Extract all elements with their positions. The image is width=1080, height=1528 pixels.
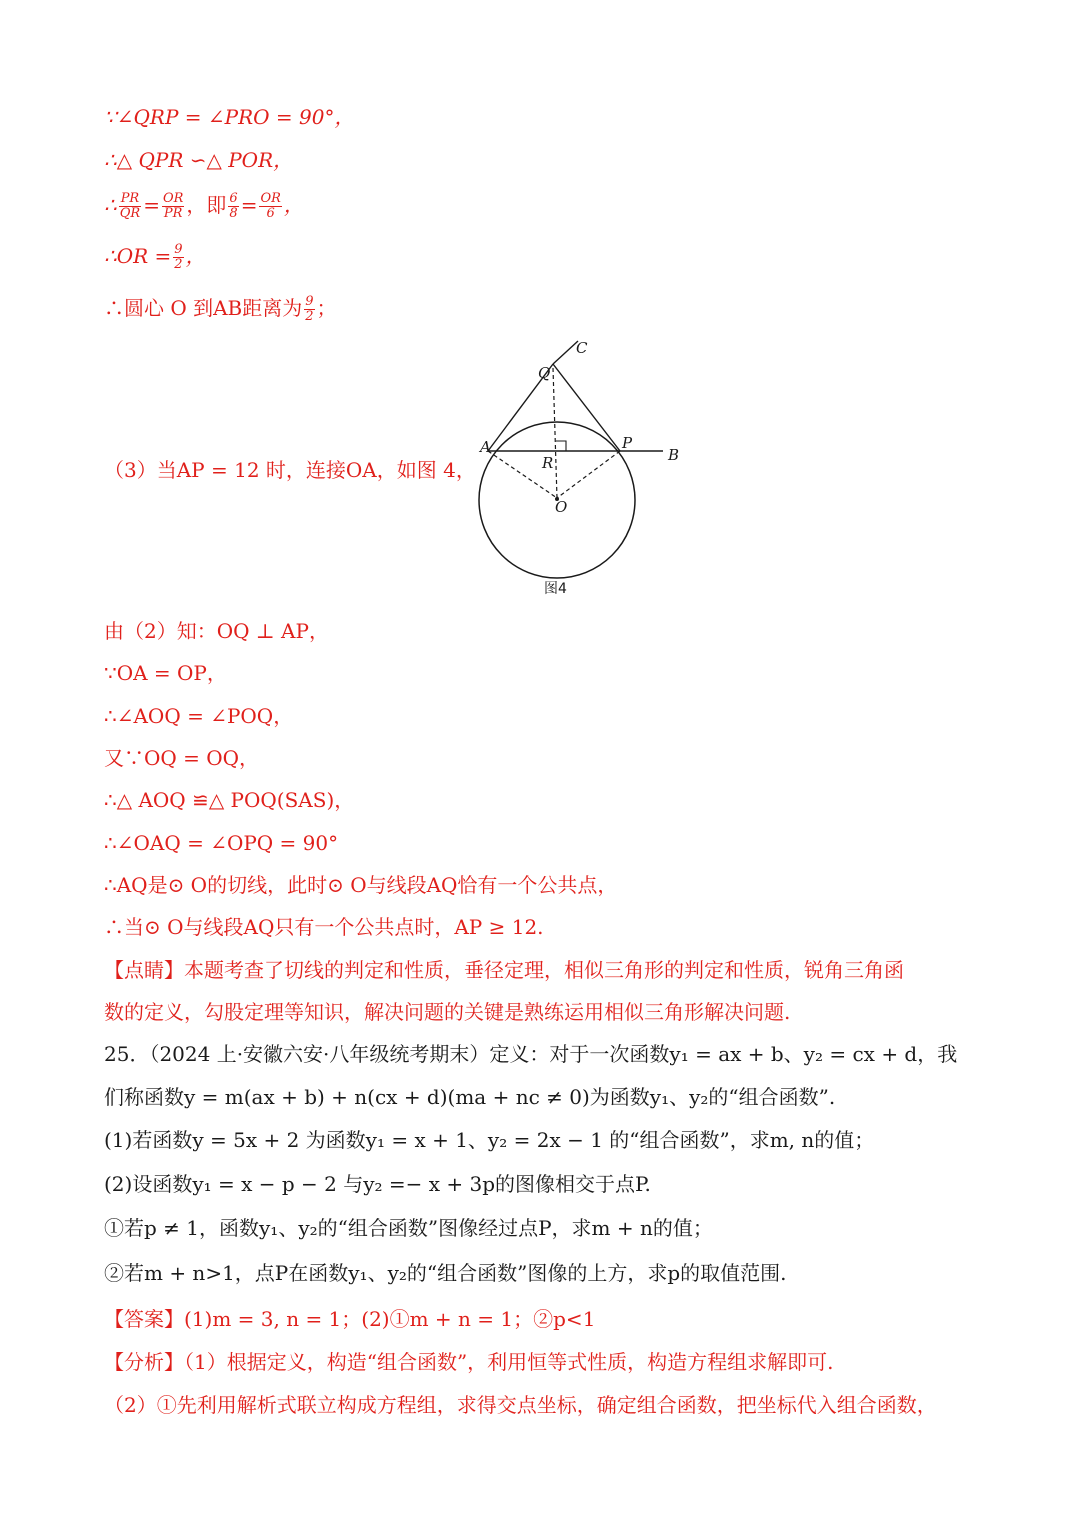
fraction-6-8 (228, 192, 238, 221)
line-remark-2: 数的定义，勾股定理等知识，解决问题的关键是熟练运用相似三角形解决问题. (104, 1000, 791, 1024)
fraction-or-pr (162, 192, 184, 221)
line-angle-qrp-pro: ∵∠QRP = ∠PRO = 90°， (104, 105, 355, 129)
comma: ， (283, 193, 304, 217)
line-analysis-2: （2）①先利用解析式联立构成方程组，求得交点坐标，确定组合函数，把坐标代入组合函数， (104, 1393, 937, 1417)
fraction-pr-qr (119, 192, 141, 221)
fraction-denominator: QR (119, 206, 141, 221)
line-remark-1: 【点睛】本题考查了切线的判定和性质，垂径定理，相似三角形的判定和性质，锐角三角函 (104, 958, 904, 982)
line-ratio-fractions (104, 186, 304, 224)
fraction-numerator: OR (260, 191, 281, 206)
fraction-numerator: OR (162, 191, 184, 206)
equals-sign: = (143, 193, 160, 217)
label-b: B (668, 446, 680, 464)
line-distance-to-ab (104, 289, 337, 327)
label-a: A (480, 438, 491, 456)
line-q25-definition-2: 们称函数y = m(ax + b) + n(cx + d)(ma + nc ≠ 0)为函数y₁、y₂的“组合函数”. (104, 1085, 836, 1109)
line-q25-part2: (2)设函数y₁ = x − p − 2 与y₂ =− x + 3p的图像相交于点P. (104, 1172, 651, 1196)
figure-caption: 图4 (544, 581, 567, 597)
line-congruent-sas: ∴△ AOQ ≌△ POQ(SAS)， (104, 788, 355, 812)
fraction-or-6 (259, 192, 281, 221)
fraction-denominator: 2 (305, 309, 314, 324)
line-qc (553, 341, 578, 364)
semicolon: ； (316, 296, 337, 320)
geometry-figure-4 (470, 338, 690, 603)
namely-text: ，即 (186, 193, 227, 217)
line-q25-part1: (1)若函数y = 5x + 2 为函数y₁ = x + 1、y₂ = 2x − 1 的“组合函数”，求m, n的值； (104, 1128, 875, 1152)
fraction-denominator: 8 (229, 206, 238, 221)
line-q25-part2-2: ②若m + n>1，点P在函数y₁、y₂的“组合函数”图像的上方，求p的取值范围. (104, 1261, 787, 1285)
line-answer: 【答案】(1)m = 3, n = 1；(2)①m + n = 1；②p<1 (104, 1307, 596, 1331)
line-part3-intro: （3）当AP = 12 时，连接OA，如图 4， (104, 458, 476, 482)
line-similar-triangles: ∴△ QPR ∽△ POR， (104, 148, 294, 172)
label-c: C (576, 339, 588, 357)
line-oq-perp-ap: 由（2）知：OQ ⊥ AP， (104, 619, 329, 643)
figure-diagram (470, 338, 690, 603)
fraction-9-2-distance (304, 295, 314, 324)
line-oq-equals-oq: 又∵OQ = OQ， (104, 746, 260, 770)
label-q: Q (538, 364, 551, 382)
fraction-numerator: 9 (174, 242, 183, 257)
line-q25-definition-1: 25．（2024 上·安徽六安·八年级统考期末）定义：对于一次函数y₁ = ax + b、y₂ = cx + d，我 (104, 1042, 958, 1066)
fraction-numerator: 6 (229, 191, 238, 206)
equals-sign: = (240, 193, 258, 217)
line-angle-oaq-opq: ∴∠OAQ = ∠OPQ = 90° (104, 831, 339, 855)
distance-text: ∴圆心 O 到AB距离为 (104, 296, 303, 320)
fraction-numerator: PR (120, 191, 140, 206)
line-angle-aoq-poq: ∴∠AOQ = ∠POQ， (104, 704, 294, 728)
dashed-line-po (557, 451, 620, 498)
line-conclusion: ∴当⊙ O与线段AQ只有一个公共点时，AP ≥ 12. (104, 915, 544, 939)
dashed-line-qo (553, 368, 557, 498)
or-equals-text: ∴OR = (104, 244, 172, 268)
comma: ， (185, 244, 206, 268)
label-p: P (622, 434, 633, 452)
fraction-denominator: PR (163, 206, 183, 221)
label-o: O (555, 498, 568, 516)
label-r: R (542, 454, 554, 472)
fraction-numerator: 9 (305, 294, 314, 309)
line-q25-part2-1: ①若p ≠ 1，函数y₁、y₂的“组合函数”图像经过点P，求m + n的值； (104, 1216, 713, 1240)
line-or-value (104, 237, 206, 275)
fraction-9-2 (173, 243, 183, 272)
right-angle-mark (556, 441, 566, 451)
therefore-symbol: ∴ (104, 193, 117, 217)
line-tangent: ∴AQ是⊙ O的切线，此时⊙ O与线段AQ恰有一个公共点， (104, 873, 618, 897)
fraction-denominator: 2 (174, 257, 183, 272)
line-analysis-1: 【分析】（1）根据定义，构造“组合函数”，利用恒等式性质，构造方程组求解即可. (104, 1350, 834, 1374)
line-oa-equals-op: ∵OA = OP， (104, 661, 227, 685)
fraction-denominator: 6 (266, 206, 275, 221)
line-qp (553, 364, 620, 451)
